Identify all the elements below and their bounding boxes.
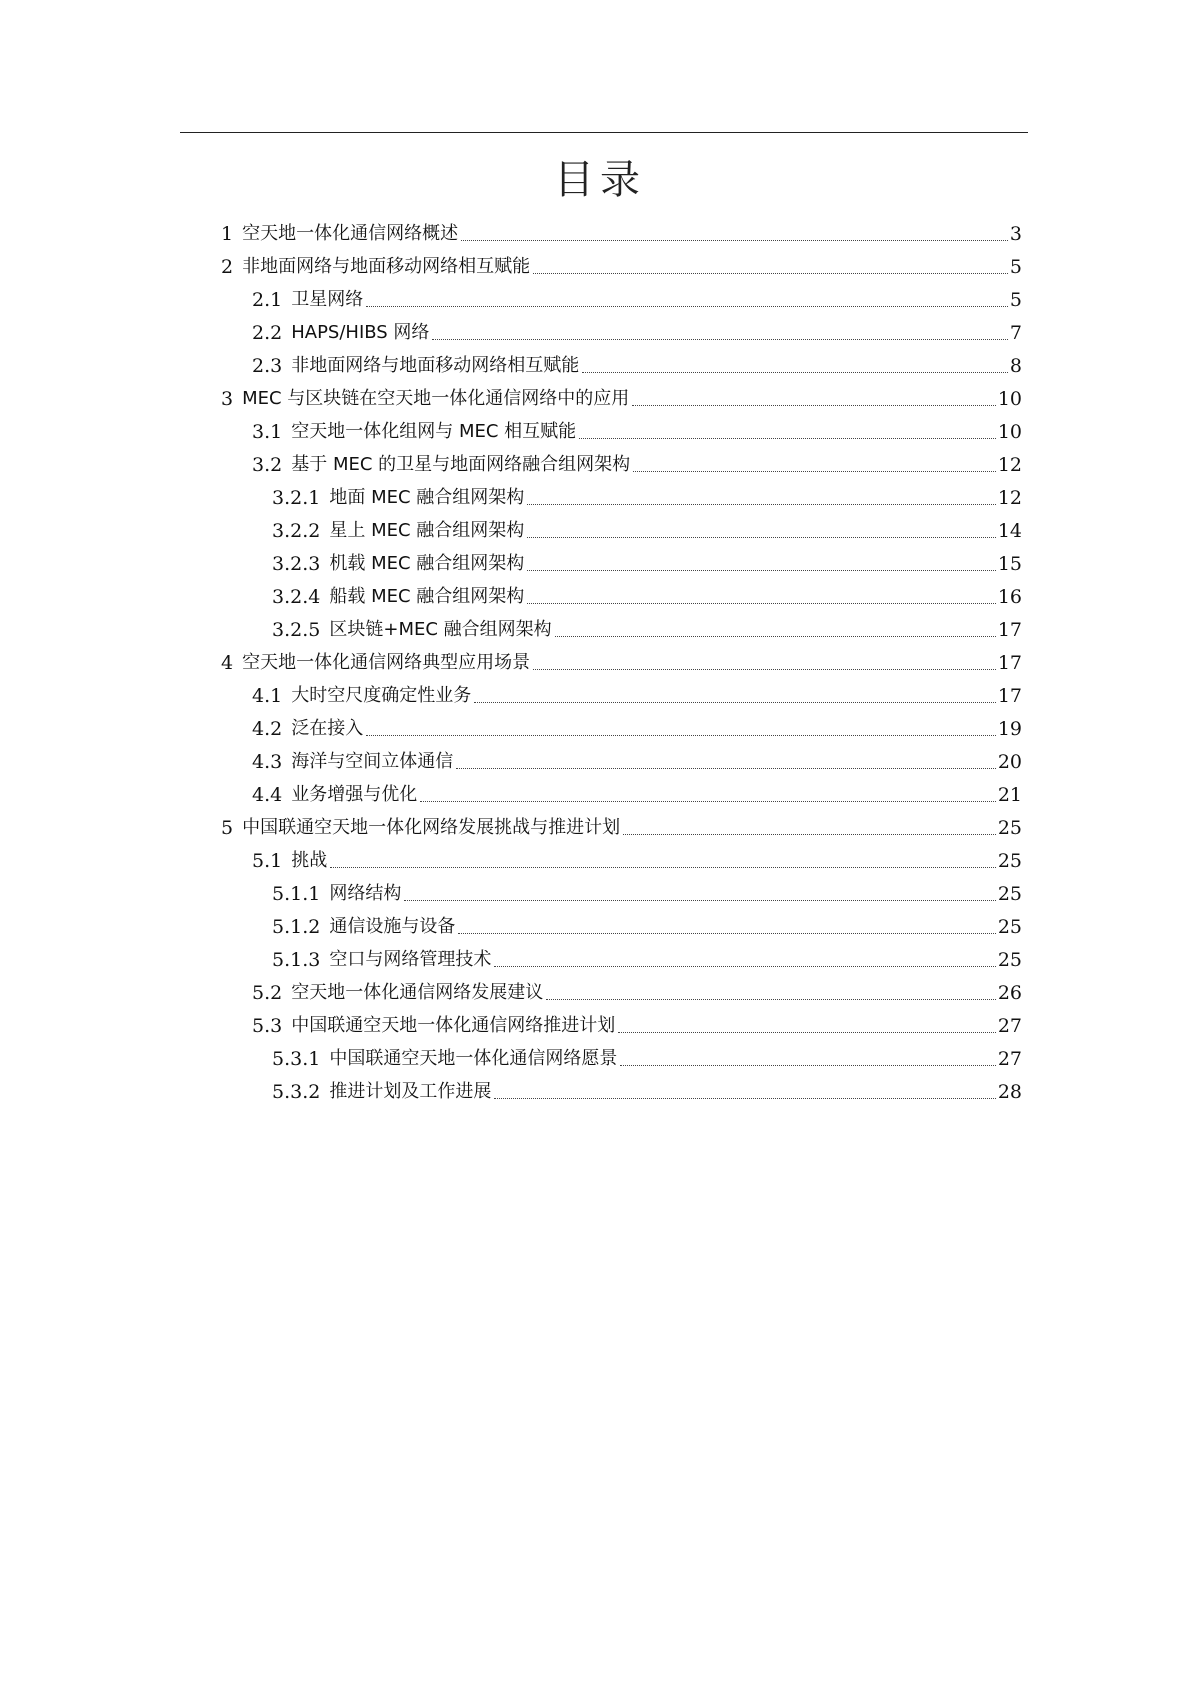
toc-entry-title: 挑战 <box>291 850 328 871</box>
toc-entry-title: 网络结构 <box>329 883 402 904</box>
toc-entry-title: 空天地一体化通信网络典型应用场景 <box>242 652 531 673</box>
toc-entry-page: 12 <box>997 487 1022 509</box>
toc-entry-number: 5.1.2 <box>272 916 321 938</box>
toc-entry-number: 2 <box>221 256 234 278</box>
toc-entry-title: 空天地一体化通信网络概述 <box>242 223 459 244</box>
dot-leader <box>456 768 996 769</box>
toc-entry-title: 空天地一体化通信网络发展建议 <box>291 982 544 1003</box>
toc-entry[interactable] <box>252 678 1022 708</box>
toc-entry-title: 泛在接入 <box>291 718 364 739</box>
toc-entry-title: 通信设施与设备 <box>329 916 456 937</box>
toc-entry-title: 中国联通空天地一体化网络发展挑战与推进计划 <box>242 817 621 838</box>
toc-entry[interactable] <box>252 414 1022 444</box>
toc-entry-number: 3.2.3 <box>272 553 321 575</box>
dot-leader <box>623 834 996 835</box>
toc-entry-page: 27 <box>997 1015 1022 1037</box>
toc-entry-page: 25 <box>997 883 1022 905</box>
toc-entry-number: 5 <box>221 817 234 839</box>
dot-leader <box>404 900 995 901</box>
toc-entry-title: 非地面网络与地面移动网络相互赋能 <box>291 355 580 376</box>
toc-entry-number: 4.4 <box>252 784 283 806</box>
toc-entry[interactable] <box>272 876 1022 906</box>
toc-entry-title: MEC 与区块链在空天地一体化通信网络中的应用 <box>242 388 630 409</box>
toc-entry-title: 空口与网络管理技术 <box>329 949 492 970</box>
header-rule <box>180 132 1028 133</box>
toc-entry-page: 20 <box>997 751 1022 773</box>
toc-entry-page: 16 <box>997 586 1022 608</box>
toc-entry[interactable] <box>252 282 1022 312</box>
dot-leader <box>633 471 996 472</box>
toc-entry-page: 5 <box>1009 256 1022 278</box>
toc-entry-page: 15 <box>997 553 1022 575</box>
toc-entry[interactable] <box>272 612 1022 642</box>
toc-entry[interactable] <box>221 216 1022 246</box>
toc-entry-title: 非地面网络与地面移动网络相互赋能 <box>242 256 531 277</box>
toc-entry-title: 地面 MEC 融合组网架构 <box>329 487 525 508</box>
dot-leader <box>366 306 1008 307</box>
toc-entry-page: 19 <box>997 718 1022 740</box>
toc-entry-number: 5.1.3 <box>272 949 321 971</box>
toc-entry-title: 卫星网络 <box>291 289 364 310</box>
toc-entry-page: 17 <box>997 685 1022 707</box>
toc-entry[interactable] <box>221 381 1022 411</box>
dot-leader <box>494 1098 995 1099</box>
toc-entry-number: 4.1 <box>252 685 283 707</box>
toc-entry[interactable] <box>252 447 1022 477</box>
dot-leader <box>527 570 996 571</box>
dot-leader <box>620 1065 995 1066</box>
dot-leader <box>533 669 996 670</box>
toc-entry[interactable] <box>272 942 1022 972</box>
dot-leader <box>366 735 996 736</box>
toc-entry-number: 5.3.1 <box>272 1048 321 1070</box>
dot-leader <box>474 702 996 703</box>
dot-leader <box>432 339 1007 340</box>
toc-entry-number: 3.2 <box>252 454 283 476</box>
toc-entry[interactable] <box>252 975 1022 1005</box>
toc-entry-number: 3.2.2 <box>272 520 321 542</box>
toc-entry-page: 3 <box>1009 223 1022 245</box>
toc-entry-page: 10 <box>997 388 1022 410</box>
toc-entry-number: 5.1 <box>252 850 283 872</box>
toc-entry-page: 21 <box>997 784 1022 806</box>
toc-entry[interactable] <box>272 579 1022 609</box>
toc-entry-title: 星上 MEC 融合组网架构 <box>329 520 525 541</box>
dot-leader <box>533 273 1008 274</box>
toc-entry-title: 大时空尺度确定性业务 <box>291 685 472 706</box>
toc-entry-number: 1 <box>221 223 234 245</box>
dot-leader <box>527 537 996 538</box>
toc-entry-title: 机载 MEC 融合组网架构 <box>329 553 525 574</box>
toc-entry-number: 2.2 <box>252 322 283 344</box>
dot-leader <box>527 603 996 604</box>
toc-entry-number: 4 <box>221 652 234 674</box>
toc-entry[interactable] <box>252 348 1022 378</box>
toc-entry-number: 3.2.5 <box>272 619 321 641</box>
dot-leader <box>420 801 996 802</box>
dot-leader <box>330 867 996 868</box>
toc-entry-title: 船载 MEC 融合组网架构 <box>329 586 525 607</box>
toc-entry-page: 14 <box>997 520 1022 542</box>
toc-entry[interactable] <box>221 645 1022 675</box>
dot-leader <box>494 966 995 967</box>
toc-entry-number: 5.2 <box>252 982 283 1004</box>
dot-leader <box>461 240 1008 241</box>
toc-entry-page: 8 <box>1009 355 1022 377</box>
dot-leader <box>458 933 995 934</box>
toc-entry-title: 海洋与空间立体通信 <box>291 751 454 772</box>
toc-entry-title: 业务增强与优化 <box>291 784 418 805</box>
toc-entry-page: 27 <box>997 1048 1022 1070</box>
toc-entry-number: 5.3 <box>252 1015 283 1037</box>
dot-leader <box>546 999 996 1000</box>
toc-entry[interactable] <box>252 315 1022 345</box>
toc-entry-page: 25 <box>997 949 1022 971</box>
toc-entry-number: 3.1 <box>252 421 283 443</box>
toc-entry-page: 12 <box>997 454 1022 476</box>
toc-entry-number: 2.3 <box>252 355 283 377</box>
toc-entry-number: 3 <box>221 388 234 410</box>
toc-entry-page: 10 <box>997 421 1022 443</box>
toc-entry[interactable] <box>252 843 1022 873</box>
toc-entry[interactable] <box>252 744 1022 774</box>
toc-entry-title: 中国联通空天地一体化通信网络推进计划 <box>291 1015 616 1036</box>
toc-entry-page: 25 <box>997 850 1022 872</box>
toc-entry-page: 5 <box>1009 289 1022 311</box>
toc-entry-title: 基于 MEC 的卫星与地面网络融合组网架构 <box>291 454 631 475</box>
toc-entry-number: 3.2.4 <box>272 586 321 608</box>
toc-entry-number: 4.2 <box>252 718 283 740</box>
toc-entry[interactable] <box>272 909 1022 939</box>
dot-leader <box>618 1032 996 1033</box>
toc-entry-title: HAPS/HIBS 网络 <box>291 322 430 343</box>
toc-entry-title: 空天地一体化组网与 MEC 相互赋能 <box>291 421 577 442</box>
toc-entry-page: 25 <box>997 916 1022 938</box>
toc-entry-number: 5.1.1 <box>272 883 321 905</box>
toc-entry[interactable] <box>252 777 1022 807</box>
dot-leader <box>527 504 996 505</box>
dot-leader <box>579 438 996 439</box>
toc-entry-page: 7 <box>1009 322 1022 344</box>
toc-entry[interactable] <box>221 249 1022 279</box>
toc-entry[interactable] <box>272 546 1022 576</box>
toc-entry[interactable] <box>252 711 1022 741</box>
toc-entry-number: 2.1 <box>252 289 283 311</box>
toc-entry-title: 区块链+MEC 融合组网架构 <box>329 619 552 640</box>
toc-entry-number: 3.2.1 <box>272 487 321 509</box>
toc-entry[interactable] <box>272 480 1022 510</box>
toc-entry-number: 5.3.2 <box>272 1081 321 1103</box>
page-title: 目录 <box>554 157 646 203</box>
toc-entry-page: 17 <box>997 619 1022 641</box>
toc-entry[interactable] <box>272 1074 1022 1104</box>
toc-entry-page: 25 <box>997 817 1022 839</box>
dot-leader <box>555 636 996 637</box>
toc-entry[interactable] <box>221 810 1022 840</box>
dot-leader <box>632 405 996 406</box>
toc-entry-title: 中国联通空天地一体化通信网络愿景 <box>329 1048 618 1069</box>
toc-entry-page: 26 <box>997 982 1022 1004</box>
toc-entry-page: 17 <box>997 652 1022 674</box>
dot-leader <box>582 372 1008 373</box>
toc-entry[interactable] <box>252 1008 1022 1038</box>
toc-entry[interactable] <box>272 1041 1022 1071</box>
toc-entry-number: 4.3 <box>252 751 283 773</box>
toc-entry[interactable] <box>272 513 1022 543</box>
toc-entry-page: 28 <box>997 1081 1022 1103</box>
toc-entry-title: 推进计划及工作进展 <box>329 1081 492 1102</box>
